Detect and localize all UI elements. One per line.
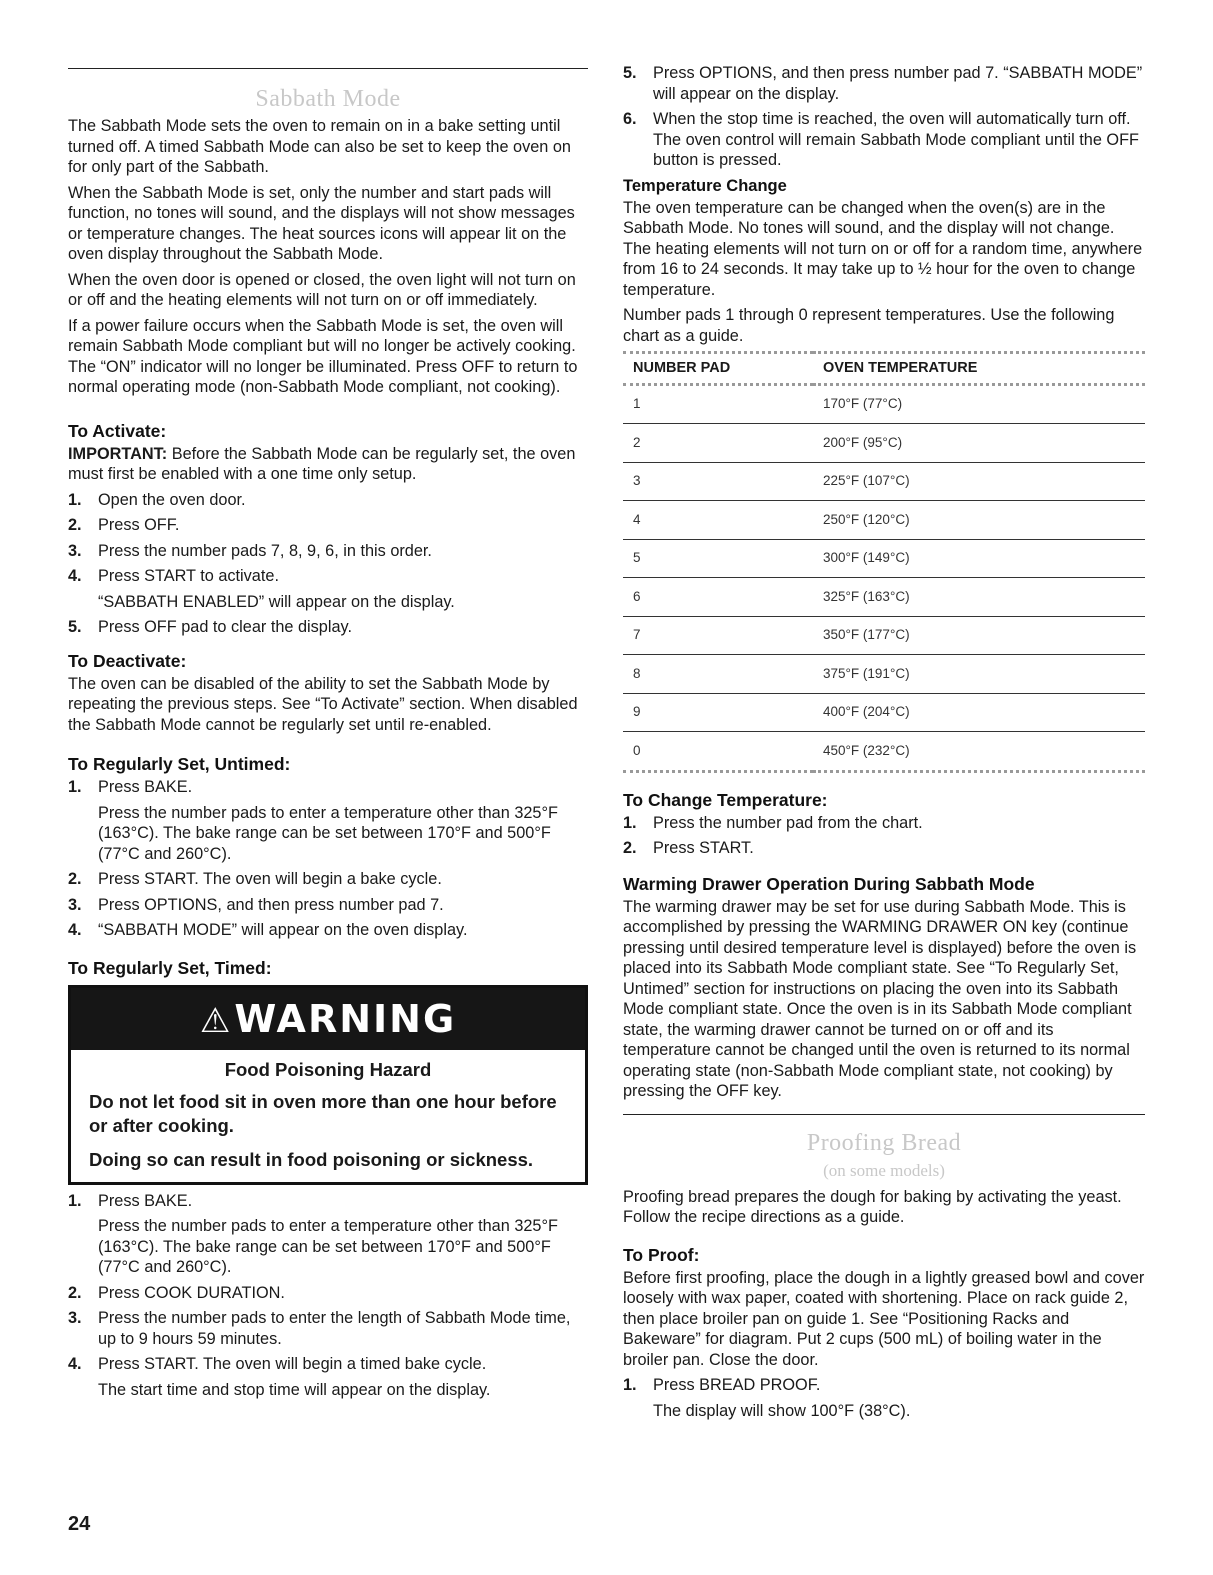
list-item xyxy=(623,1375,1145,1421)
table-row xyxy=(623,424,1145,463)
list-item xyxy=(623,63,1145,104)
table-cell-pad: 2 xyxy=(623,424,813,463)
step-number: 6. xyxy=(623,110,637,128)
warning-subtitle: Food Poisoning Hazard xyxy=(224,1058,432,1080)
section-subtitle-some-models: (on some models) xyxy=(823,1160,945,1180)
list-item xyxy=(68,869,588,890)
intro-paragraph: When the Sabbath Mode is set, only the number and start pads will function, no tones will sound, and the displays will not show messages or temperature changes. The heat sources icons will appear lit on the oven display throughout the Sabbath Mode. xyxy=(68,183,575,263)
warning-box xyxy=(68,985,588,1185)
step-number: 1. xyxy=(623,813,637,832)
list-item xyxy=(68,1283,588,1304)
step-number: 2. xyxy=(68,516,82,534)
proofing-intro: Proofing bread prepares the dough for baking by activating the yeast. Follow the recipe directions as a guide. xyxy=(623,1187,1122,1226)
table-row xyxy=(623,462,1145,501)
step-subtext: The start time and stop time will appear on the display. xyxy=(98,1380,491,1399)
warning-triangle-icon: ⚠ xyxy=(199,1000,233,1041)
step-text: Press OFF. xyxy=(98,516,180,534)
step-number: 4. xyxy=(68,1355,82,1373)
step-text: When the stop time is reached, the oven will automatically turn off. The oven control will remain Sabbath Mode compliant until the OFF button is pressed. xyxy=(653,110,1139,169)
step-number: 1. xyxy=(623,1376,637,1394)
step-subtext: The display will show 100°F (38°C). xyxy=(653,1401,911,1420)
step-text: Press BREAD PROOF. xyxy=(653,1376,821,1394)
intro-block xyxy=(68,116,588,398)
table-cell-temp: 450°F (232°C) xyxy=(813,732,1145,772)
important-note xyxy=(68,444,588,485)
warming-drawer-text: The warming drawer may be set for use during Sabbath Mode. This is accomplished by pressing the WARMING DRAWER ON key (continue pressing until desired temperature level is displayed) before the oven is placed into its Sabbath Mode compliant state. See “To Regularly Set, Untimed” section for instructions on placing the oven into its Sabbath Mode compliant state. Once the oven is in its Sabbath Mode compliant state, the warming drawer cannot be turned on or off and its temperature cannot be changed until the oven is returned to its normal operating state (non-Sabbath Mode compliant state, not cooking) by pressing the OFF key. xyxy=(623,897,1137,1100)
step-text: Press BAKE. xyxy=(98,1191,193,1210)
table-cell-pad: 3 xyxy=(623,462,813,501)
step-subtext: Press the number pads to enter a temperature other than 325°F (163°C). The bake range can be set between 170°F and 500°F (77°C and 260°C). xyxy=(98,803,558,863)
list-item xyxy=(68,515,588,536)
table-cell-temp: 325°F (163°C) xyxy=(813,578,1145,617)
heading-to-deactivate: To Deactivate: xyxy=(68,650,187,671)
table-row xyxy=(623,384,1145,424)
step-number: 2. xyxy=(623,839,637,857)
timed-steps-continued xyxy=(623,63,1145,171)
table-cell-temp: 200°F (95°C) xyxy=(813,424,1145,463)
step-number: 3. xyxy=(68,1309,82,1327)
list-item xyxy=(68,920,588,941)
step-number: 3. xyxy=(68,541,82,560)
step-number: 4. xyxy=(68,921,82,939)
table-header-row xyxy=(623,353,1145,385)
section-rule xyxy=(623,1114,1145,1115)
table-cell-temp: 170°F (77°C) xyxy=(813,384,1145,424)
right-column xyxy=(623,0,1145,1426)
change-temperature-steps xyxy=(623,813,1145,859)
table-cell-pad: 4 xyxy=(623,501,813,540)
warning-line: Doing so can result in food poisoning or sickness. xyxy=(89,1148,534,1170)
table-cell-pad: 9 xyxy=(623,693,813,732)
step-number: 5. xyxy=(68,618,82,636)
table-row xyxy=(623,732,1145,772)
temperature-change-text: The oven temperature can be changed when the oven(s) are in the Sabbath Mode. No tones will sound, and the display will not change. The heating elements will not turn on or off for a random time, anywhere from 16 to 24 seconds. It may take up to ½ hour for the oven to change temperature. xyxy=(623,198,1143,299)
step-number: 1. xyxy=(68,1191,82,1210)
heading-change-temperature: To Change Temperature: xyxy=(623,789,828,810)
step-text: Press START. The oven will begin a timed bake cycle. xyxy=(98,1355,487,1373)
important-text: Before the Sabbath Mode can be regularly set, the oven must first be enabled with a one time only setup. xyxy=(68,444,576,483)
column-header-oven-temperature: OVEN TEMPERATURE xyxy=(813,353,1145,385)
table-cell-pad: 7 xyxy=(623,616,813,655)
table-row xyxy=(623,616,1145,655)
warning-header xyxy=(71,988,585,1050)
page-number: 24 xyxy=(68,1513,91,1535)
list-item xyxy=(68,490,588,511)
step-text: Press the number pads to enter the length of Sabbath Mode time, up to 9 hours 59 minutes. xyxy=(98,1309,571,1348)
proofing-steps xyxy=(623,1375,1145,1421)
intro-paragraph: If a power failure occurs when the Sabbath Mode is set, the oven will remain Sabbath Mode compliant but will no longer be actively cooking. The “ON” indicator will no longer be illuminated. Press OFF to return to normal operating mode (non-Sabbath Mode compliant, not cooking). xyxy=(68,316,578,396)
proofing-text: Before first proofing, place the dough in a lightly greased bowl and cover loosely with wax paper, coated with shortening. Place on rack guide 2, then place broiler pan on guide 1. See “Positioning Racks and Bakeware” for diagram. Put 2 cups (500 mL) of boiling water in the broiler pan. Close the door. xyxy=(623,1268,1145,1369)
table-row xyxy=(623,655,1145,694)
step-text: Press START. xyxy=(653,839,754,857)
heading-untimed: To Regularly Set, Untimed: xyxy=(68,754,291,774)
table-row xyxy=(623,539,1145,578)
table-row xyxy=(623,578,1145,617)
heading-warming-drawer: Warming Drawer Operation During Sabbath Mode xyxy=(623,873,1035,894)
timed-steps xyxy=(68,1191,588,1401)
step-subtext: “SABBATH ENABLED” will appear on the display. xyxy=(98,592,455,611)
intro-paragraph: The Sabbath Mode sets the oven to remain on in a bake setting until turned off. A timed Sabbath Mode can also be set to keep the oven on for only part of the Sabbath. xyxy=(68,117,571,176)
step-text: Press the number pads 7, 8, 9, 6, in this order. xyxy=(98,541,432,560)
table-cell-temp: 300°F (149°C) xyxy=(813,539,1145,578)
step-number: 1. xyxy=(68,490,82,509)
temperature-table xyxy=(623,351,1145,773)
intro-paragraph: When the oven door is opened or closed, the oven light will not turn on or off and the heating elements will not turn on or off immediately. xyxy=(68,270,576,309)
table-cell-pad: 5 xyxy=(623,539,813,578)
list-item xyxy=(68,617,588,638)
step-text: Open the oven door. xyxy=(98,490,246,509)
table-cell-pad: 1 xyxy=(623,384,813,424)
step-text: Press OFF pad to clear the display. xyxy=(98,618,352,636)
list-item xyxy=(68,1308,588,1349)
step-number: 2. xyxy=(68,1283,82,1302)
table-cell-temp: 350°F (177°C) xyxy=(813,616,1145,655)
step-text: Press START. The oven will begin a bake cycle. xyxy=(98,870,442,888)
step-number: 1. xyxy=(68,778,82,796)
section-title-sabbath-mode: Sabbath Mode xyxy=(255,86,401,112)
table-cell-pad: 0 xyxy=(623,732,813,772)
step-text: Press the number pad from the chart. xyxy=(653,813,923,832)
untimed-steps xyxy=(68,777,588,941)
table-cell-temp: 375°F (191°C) xyxy=(813,655,1145,694)
table-cell-pad: 6 xyxy=(623,578,813,617)
temperature-chart-intro: Number pads 1 through 0 represent temperatures. Use the following chart as a guide. xyxy=(623,306,1115,345)
step-number: 4. xyxy=(68,567,82,585)
step-text: Press OPTIONS, and then press number pad 7. xyxy=(98,895,444,914)
step-text: “SABBATH MODE” will appear on the oven display. xyxy=(98,921,468,939)
important-label: IMPORTANT: xyxy=(68,444,168,463)
step-text: Press COOK DURATION. xyxy=(98,1283,285,1302)
list-item xyxy=(623,838,1145,859)
table-row xyxy=(623,693,1145,732)
section-rule xyxy=(68,68,588,69)
step-text: Press START to activate. xyxy=(98,567,279,585)
table-cell-temp: 400°F (204°C) xyxy=(813,693,1145,732)
step-subtext: Press the number pads to enter a temperature other than 325°F (163°C). The bake range can be set between 170°F and 500°F (77°C and 260°C). xyxy=(98,1217,558,1276)
list-item xyxy=(68,1354,588,1400)
left-column xyxy=(68,0,588,1405)
table-cell-temp: 225°F (107°C) xyxy=(813,462,1145,501)
deactivate-text: The oven can be disabled of the ability to set the Sabbath Mode by repeating the previous steps. See “To Activate” section. When disabled the Sabbath Mode cannot be regularly set until re-enabled. xyxy=(68,674,578,734)
step-text: Press BAKE. xyxy=(98,778,193,796)
warning-line: Do not let food sit in oven more than one hour before or after cooking. xyxy=(89,1090,557,1136)
heading-timed: To Regularly Set, Timed: xyxy=(68,957,272,978)
table-cell-pad: 8 xyxy=(623,655,813,694)
heading-to-activate: To Activate: xyxy=(68,420,167,441)
step-text: Press OPTIONS, and then press number pad 7. “SABBATH MODE” will appear on the display. xyxy=(653,64,1143,103)
list-item xyxy=(68,777,588,864)
list-item xyxy=(68,895,588,916)
table-row xyxy=(623,501,1145,540)
list-item xyxy=(68,541,588,562)
list-item xyxy=(623,813,1145,834)
warning-title: WARNING xyxy=(234,996,457,1041)
step-number: 5. xyxy=(623,64,637,82)
step-number: 2. xyxy=(68,870,82,888)
list-item xyxy=(68,1191,588,1278)
step-number: 3. xyxy=(68,895,82,914)
list-item xyxy=(623,109,1145,171)
activate-steps xyxy=(68,490,588,638)
column-header-number-pad: NUMBER PAD xyxy=(623,353,813,385)
table-cell-temp: 250°F (120°C) xyxy=(813,501,1145,540)
heading-to-proof: To Proof: xyxy=(623,1244,700,1265)
heading-temperature-change: Temperature Change xyxy=(623,176,787,195)
section-title-proofing-bread: Proofing Bread xyxy=(806,1129,962,1156)
list-item xyxy=(68,566,588,612)
